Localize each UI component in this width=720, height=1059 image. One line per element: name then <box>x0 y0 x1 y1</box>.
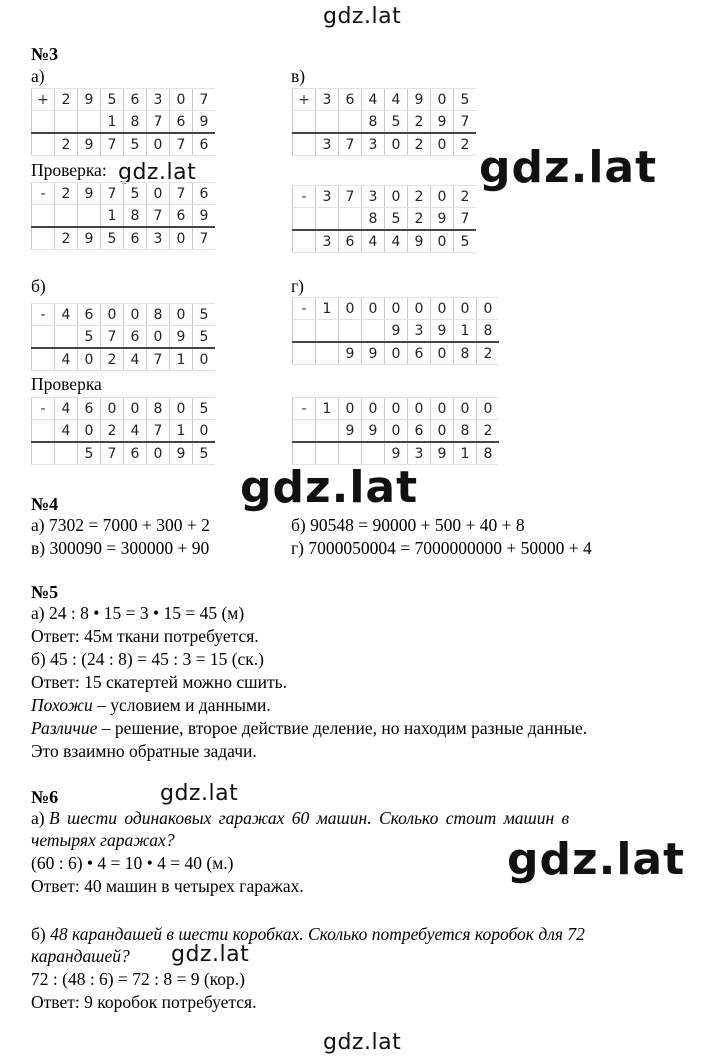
digit-cell: 2 <box>408 133 431 156</box>
digit-cell: 8 <box>454 420 477 443</box>
grid-row <box>293 186 477 208</box>
digit-cell: 0 <box>101 398 124 420</box>
digit-cell: 9 <box>431 320 454 343</box>
check-label-b: Проверка <box>31 374 102 394</box>
digit-cell: 1 <box>316 398 339 420</box>
digit-cell: 6 <box>193 183 216 205</box>
digit-cell: 6 <box>78 304 101 326</box>
digit-cell: 0 <box>431 298 454 320</box>
digit-cell: 6 <box>78 398 101 420</box>
digit-cell: 5 <box>78 442 101 465</box>
task-4-title: №4 <box>31 494 59 514</box>
digit-cell: 8 <box>362 208 385 231</box>
digit-cell: 8 <box>477 320 500 343</box>
digit-cell: 0 <box>408 298 431 320</box>
grid-row <box>293 420 500 443</box>
digit-cell: 4 <box>55 348 78 371</box>
digit-cell: 7 <box>339 133 362 156</box>
digit-cell: 4 <box>362 230 385 253</box>
digit-cell: 6 <box>124 227 147 250</box>
digit-cell: 8 <box>147 304 170 326</box>
digit-cell <box>362 320 385 343</box>
difference-label: Различие <box>31 718 98 738</box>
task-5-line5 <box>31 695 271 715</box>
task-6-title: №6 <box>31 787 59 807</box>
task-6a-line2: четырях гаражах? <box>31 830 175 850</box>
digit-cell: 9 <box>78 133 101 156</box>
task-3b-label: б) <box>31 276 46 296</box>
watermark-large-center: gdz.lat <box>240 462 419 513</box>
operator-cell <box>32 348 55 371</box>
digit-cell: 5 <box>193 442 216 465</box>
task-5-line4: Ответ: 15 скатертей можно сшить. <box>31 672 287 692</box>
task-5-line1: а) 24 : 8 • 15 = 3 • 15 = 45 (м) <box>31 603 245 623</box>
watermark-check: gdz.lat <box>118 160 197 185</box>
digit-cell: 2 <box>477 342 500 365</box>
digit-cell: 8 <box>362 111 385 134</box>
digit-cell: 0 <box>385 298 408 320</box>
digit-cell: 9 <box>339 342 362 365</box>
grid-row <box>32 304 216 326</box>
digit-cell: 3 <box>316 89 339 111</box>
table-3b <box>31 303 215 371</box>
grid-row <box>32 398 216 420</box>
digit-cell: 9 <box>408 89 431 111</box>
digit-cell: 3 <box>408 320 431 343</box>
watermark-large-n6: gdz.lat <box>507 834 686 885</box>
digit-cell: 8 <box>477 442 500 465</box>
operator-cell <box>293 342 316 365</box>
grid-row <box>293 398 500 420</box>
task-6a-solution: (60 : 6) • 4 = 10 • 4 = 40 (м.) <box>31 853 234 873</box>
digit-cell <box>339 320 362 343</box>
digit-cell: 0 <box>385 398 408 420</box>
task-5-line7: Это взаимно обратные задачи. <box>31 741 257 761</box>
digit-cell: 9 <box>170 442 193 465</box>
digit-cell: 2 <box>408 111 431 134</box>
operator-cell: - <box>32 398 55 420</box>
digit-cell: 0 <box>431 89 454 111</box>
watermark-n6b: gdz.lat <box>171 942 250 967</box>
digit-cell: 0 <box>101 304 124 326</box>
digit-cell: 8 <box>147 398 170 420</box>
digit-cell <box>316 208 339 231</box>
digit-cell: 7 <box>339 186 362 208</box>
digit-cell: 5 <box>193 304 216 326</box>
digit-cell: 0 <box>362 398 385 420</box>
digit-cell: 2 <box>55 227 78 250</box>
task-5-title: №5 <box>31 582 59 602</box>
digit-cell: 9 <box>339 420 362 443</box>
digit-cell: 0 <box>170 89 193 111</box>
task-6a-line1 <box>31 808 569 828</box>
task-6a-text: В шести одинаковых гаражах 60 машин. Сколько стоит машин в <box>48 808 570 828</box>
operator-cell <box>32 111 55 134</box>
table-3v-check <box>292 185 476 253</box>
digit-cell: 0 <box>431 420 454 443</box>
digit-cell <box>316 442 339 465</box>
watermark-large-right: gdz.lat <box>479 142 658 193</box>
operator-cell <box>293 111 316 134</box>
digit-cell: 6 <box>124 89 147 111</box>
digit-cell: 9 <box>408 230 431 253</box>
digit-cell: 9 <box>431 442 454 465</box>
grid-row <box>293 320 500 343</box>
digit-cell: 9 <box>170 326 193 349</box>
digit-cell: 0 <box>124 398 147 420</box>
digit-cell: 4 <box>385 89 408 111</box>
digit-cell: 9 <box>362 342 385 365</box>
digit-cell: 7 <box>170 183 193 205</box>
digit-cell: 7 <box>147 348 170 371</box>
digit-cell: 0 <box>147 133 170 156</box>
digit-cell: 2 <box>101 348 124 371</box>
digit-cell: 5 <box>101 227 124 250</box>
task-6a-prefix: а) <box>31 808 49 828</box>
digit-cell: 3 <box>316 133 339 156</box>
digit-cell <box>55 111 78 134</box>
grid-row <box>32 89 216 111</box>
operator-cell <box>293 133 316 156</box>
digit-cell: 2 <box>454 133 477 156</box>
operator-cell <box>32 227 55 250</box>
digit-cell: 1 <box>101 205 124 228</box>
task-6b-line1 <box>31 924 585 944</box>
digit-cell: 0 <box>147 442 170 465</box>
digit-cell: 0 <box>454 298 477 320</box>
digit-cell: 0 <box>170 304 193 326</box>
digit-cell: 3 <box>316 230 339 253</box>
digit-cell: 9 <box>431 208 454 231</box>
task-3-title: №3 <box>31 44 59 64</box>
digit-cell: 3 <box>362 186 385 208</box>
digit-cell <box>316 342 339 365</box>
digit-cell: 2 <box>55 133 78 156</box>
digit-cell: 2 <box>101 420 124 443</box>
digit-cell: 2 <box>477 420 500 443</box>
digit-cell: 5 <box>193 326 216 349</box>
grid-row <box>293 208 477 231</box>
digit-cell: 7 <box>147 111 170 134</box>
digit-cell: 0 <box>147 183 170 205</box>
digit-cell: 7 <box>101 133 124 156</box>
task-6b-text: 48 карандашей в шести коробках. Сколько потребуется коробок для 72 <box>50 924 585 944</box>
digit-cell: 5 <box>193 398 216 420</box>
digit-cell: 0 <box>431 186 454 208</box>
difference-text: – решение, второе действие деление, но находим разные данные. <box>97 718 588 738</box>
digit-cell <box>316 111 339 134</box>
digit-cell: 7 <box>147 205 170 228</box>
digit-cell: 0 <box>385 133 408 156</box>
digit-cell: 4 <box>124 348 147 371</box>
digit-cell: 0 <box>339 398 362 420</box>
digit-cell: 0 <box>193 348 216 371</box>
grid-row <box>293 89 477 111</box>
operator-cell <box>32 205 55 228</box>
digit-cell: 0 <box>147 326 170 349</box>
digit-cell: 6 <box>408 420 431 443</box>
operator-cell: - <box>293 398 316 420</box>
digit-cell: 0 <box>431 342 454 365</box>
digit-cell: 9 <box>385 320 408 343</box>
digit-cell: 7 <box>193 89 216 111</box>
digit-cell: 5 <box>124 133 147 156</box>
digit-cell: 0 <box>385 186 408 208</box>
operator-cell: - <box>293 186 316 208</box>
digit-cell: 5 <box>124 183 147 205</box>
digit-cell: 6 <box>193 133 216 156</box>
digit-cell: 9 <box>385 442 408 465</box>
digit-cell: 2 <box>55 183 78 205</box>
grid-row <box>32 227 216 250</box>
digit-cell: 8 <box>124 205 147 228</box>
digit-cell: 7 <box>147 420 170 443</box>
grid-row <box>32 205 216 228</box>
digit-cell: 0 <box>477 298 500 320</box>
digit-cell: 0 <box>193 420 216 443</box>
digit-cell: 4 <box>55 304 78 326</box>
digit-cell: 6 <box>170 111 193 134</box>
digit-cell: 7 <box>193 227 216 250</box>
digit-cell: 0 <box>408 398 431 420</box>
digit-cell: 1 <box>316 298 339 320</box>
digit-cell: 0 <box>431 398 454 420</box>
operator-cell: + <box>293 89 316 111</box>
digit-cell: 7 <box>101 326 124 349</box>
digit-cell <box>78 205 101 228</box>
digit-cell: 8 <box>124 111 147 134</box>
task-4g: г) 7000050004 = 7000000000 + 50000 + 4 <box>291 538 592 558</box>
grid-row <box>293 342 500 365</box>
digit-cell <box>78 111 101 134</box>
digit-cell: 9 <box>78 183 101 205</box>
digit-cell: 2 <box>408 186 431 208</box>
digit-cell: 6 <box>339 89 362 111</box>
digit-cell <box>316 420 339 443</box>
digit-cell <box>55 205 78 228</box>
watermark-bottom: gdz.lat <box>323 1030 402 1055</box>
digit-cell <box>55 442 78 465</box>
grid-row <box>293 133 477 156</box>
table-3v <box>292 88 476 156</box>
operator-cell: - <box>293 298 316 320</box>
digit-cell <box>339 442 362 465</box>
task-5-line3: б) 45 : (24 : 8) = 45 : 3 = 15 (ск.) <box>31 649 265 669</box>
grid-row <box>32 133 216 156</box>
grid-row <box>32 348 216 371</box>
digit-cell: 6 <box>170 205 193 228</box>
table-3g-check <box>292 397 499 465</box>
digit-cell: 1 <box>454 320 477 343</box>
digit-cell <box>339 111 362 134</box>
digit-cell: 1 <box>454 442 477 465</box>
table-3b-check <box>31 397 215 465</box>
digit-cell: 5 <box>385 111 408 134</box>
digit-cell: 4 <box>55 398 78 420</box>
digit-cell: 5 <box>101 89 124 111</box>
similar-label: Похожи <box>31 695 93 715</box>
operator-cell <box>32 420 55 443</box>
grid-row <box>32 183 216 205</box>
table-3g <box>292 297 499 365</box>
digit-cell: 0 <box>78 420 101 443</box>
digit-cell: 6 <box>124 326 147 349</box>
task-4b: б) 90548 = 90000 + 500 + 40 + 8 <box>291 515 525 535</box>
digit-cell: 0 <box>477 398 500 420</box>
operator-cell: + <box>32 89 55 111</box>
task-4v: в) 300090 = 300000 + 90 <box>31 538 210 558</box>
digit-cell: 4 <box>124 420 147 443</box>
task-6b-prefix: б) <box>31 924 51 944</box>
digit-cell: 0 <box>431 230 454 253</box>
operator-cell <box>32 326 55 349</box>
digit-cell: 4 <box>385 230 408 253</box>
digit-cell: 0 <box>454 398 477 420</box>
grid-row <box>293 298 500 320</box>
digit-cell: 5 <box>78 326 101 349</box>
grid-row <box>32 442 216 465</box>
digit-cell <box>339 208 362 231</box>
operator-cell: - <box>32 183 55 205</box>
digit-cell: 0 <box>362 298 385 320</box>
digit-cell: 3 <box>362 133 385 156</box>
operator-cell <box>293 442 316 465</box>
grid-row <box>293 230 477 253</box>
task-3a-label: а) <box>31 66 45 86</box>
digit-cell: 1 <box>170 348 193 371</box>
task-4a: а) 7302 = 7000 + 300 + 2 <box>31 515 210 535</box>
digit-cell: 7 <box>454 111 477 134</box>
digit-cell: 0 <box>170 398 193 420</box>
digit-cell: 5 <box>385 208 408 231</box>
grid-row <box>293 442 500 465</box>
digit-cell <box>362 442 385 465</box>
task-3v-label: в) <box>291 66 306 86</box>
digit-cell: 9 <box>78 89 101 111</box>
grid-row <box>293 111 477 134</box>
table-3a-check <box>31 182 215 250</box>
digit-cell: 0 <box>385 342 408 365</box>
digit-cell: 2 <box>454 186 477 208</box>
watermark-n6: gdz.lat <box>160 781 239 806</box>
operator-cell <box>293 230 316 253</box>
digit-cell: 9 <box>193 111 216 134</box>
similar-text: – условием и данными. <box>92 695 271 715</box>
digit-cell: 3 <box>408 442 431 465</box>
task-6b-line2: карандашей? <box>31 946 130 966</box>
digit-cell: 4 <box>55 420 78 443</box>
digit-cell: 1 <box>101 111 124 134</box>
digit-cell <box>316 320 339 343</box>
digit-cell: 4 <box>362 89 385 111</box>
digit-cell <box>55 326 78 349</box>
digit-cell: 3 <box>147 89 170 111</box>
watermark-top: gdz.lat <box>323 4 402 29</box>
operator-cell <box>32 133 55 156</box>
digit-cell: 6 <box>339 230 362 253</box>
grid-row <box>32 111 216 134</box>
operator-cell <box>293 320 316 343</box>
operator-cell <box>293 208 316 231</box>
digit-cell: 9 <box>362 420 385 443</box>
grid-row <box>32 420 216 443</box>
digit-cell: 0 <box>385 420 408 443</box>
task-5-line6 <box>31 718 587 738</box>
digit-cell: 7 <box>454 208 477 231</box>
operator-cell: - <box>32 304 55 326</box>
digit-cell: 8 <box>454 342 477 365</box>
digit-cell: 7 <box>101 183 124 205</box>
digit-cell: 0 <box>431 133 454 156</box>
grid-row <box>32 326 216 349</box>
task-6a-answer: Ответ: 40 машин в четырех гаражах. <box>31 876 304 896</box>
check-label-a: Проверка: <box>31 160 107 180</box>
digit-cell: 5 <box>454 230 477 253</box>
table-3a <box>31 88 215 156</box>
task-6b-answer: Ответ: 9 коробок потребуется. <box>31 992 257 1012</box>
digit-cell: 3 <box>316 186 339 208</box>
digit-cell: 6 <box>124 442 147 465</box>
digit-cell: 0 <box>339 298 362 320</box>
digit-cell: 2 <box>55 89 78 111</box>
operator-cell <box>293 420 316 443</box>
digit-cell: 5 <box>454 89 477 111</box>
task-6b-solution: 72 : (48 : 6) = 72 : 8 = 9 (кор.) <box>31 969 245 989</box>
digit-cell: 3 <box>147 227 170 250</box>
digit-cell: 0 <box>124 304 147 326</box>
digit-cell: 9 <box>193 205 216 228</box>
digit-cell: 9 <box>78 227 101 250</box>
digit-cell: 9 <box>431 111 454 134</box>
operator-cell <box>32 442 55 465</box>
digit-cell: 0 <box>170 227 193 250</box>
digit-cell: 1 <box>170 420 193 443</box>
digit-cell: 2 <box>408 208 431 231</box>
digit-cell: 0 <box>78 348 101 371</box>
task-3g-label: г) <box>291 276 305 296</box>
task-5-line2: Ответ: 45м ткани потребуется. <box>31 626 259 646</box>
digit-cell: 7 <box>101 442 124 465</box>
digit-cell: 6 <box>408 342 431 365</box>
digit-cell: 7 <box>170 133 193 156</box>
